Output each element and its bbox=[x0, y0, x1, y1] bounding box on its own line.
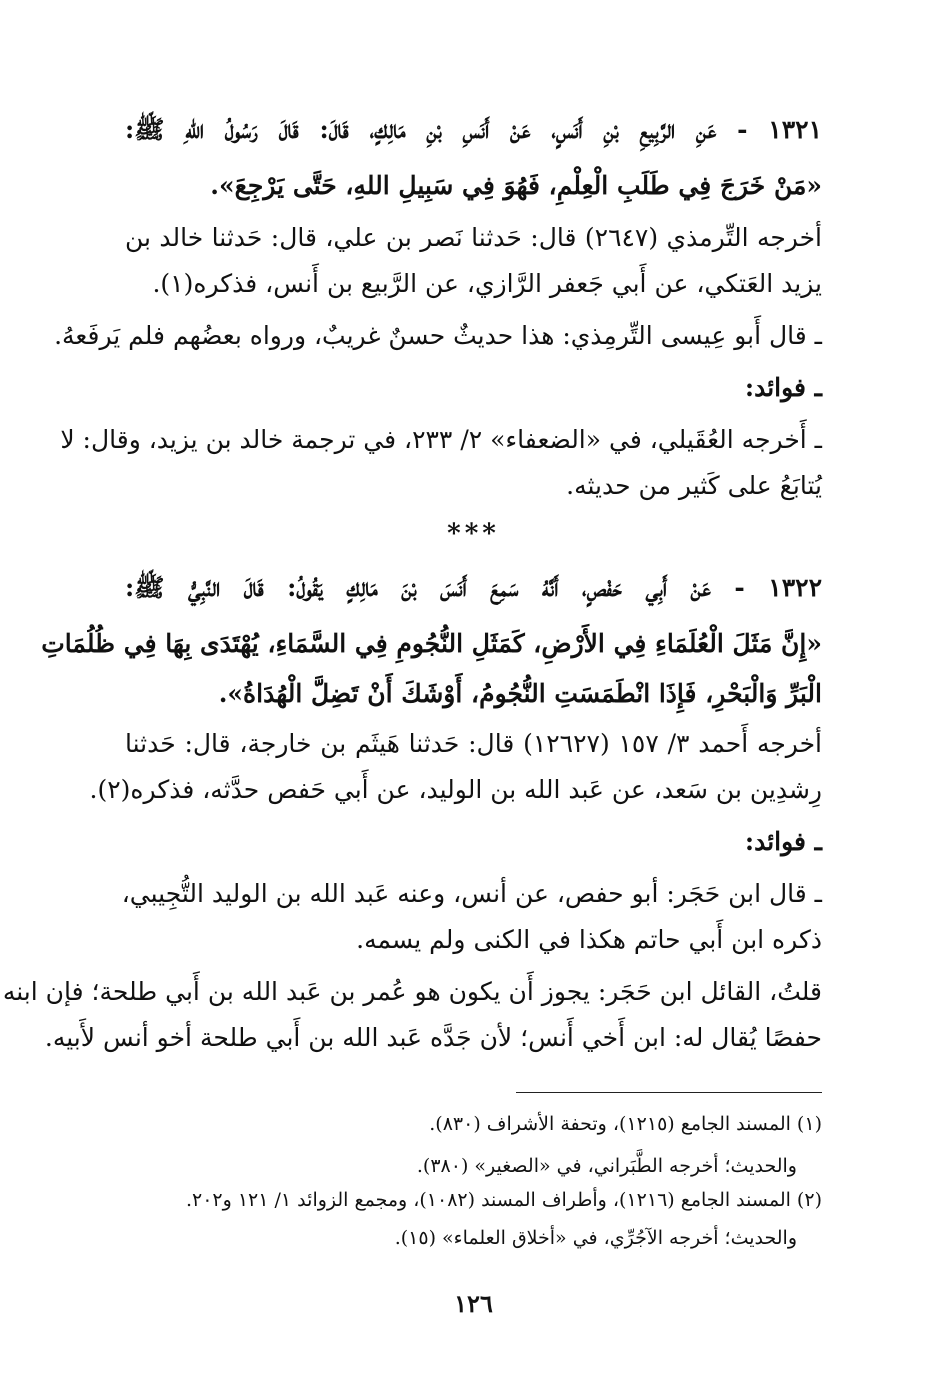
hadith-1321-text-line-2: «مَنْ خَرَجَ فِي طَلَبِ الْعِلْمِ، فَهُوَ فِي سَبِيلِ اللهِ، حَتَّى يَرْجِعَ». bbox=[210, 171, 822, 200]
qultu-line-1: قلتُ، القائل ابن حَجَر: يجوز أَن يكون هو عُمر بن عَبد الله بن أَبي طلحة؛ فإن ابنه bbox=[2, 977, 822, 1006]
footnote-2-line-2: والحديث؛ أخرجه الآجُرِّي، في «أخلاق العلماء» (١٥). bbox=[394, 1227, 797, 1249]
hadith-1322-takhrij-line-1: أخرجه أَحمد ٣/ ١٥٧ (١٢٦٢٧) قال: حَدثنا هَيثَم بن خارجة، قال: حَدثنا bbox=[125, 729, 823, 758]
footnote-2-line-1: (٢) المسند الجامع (١٢١٦)، وأطراف المسند (١٠٨٢)، ومجمع الزوائد ١/ ١٢١ و٢٠٢. bbox=[185, 1189, 822, 1211]
ibn-hajar-line-2: ذكره ابن أَبي حاتم هكذا في الكنى ولم يسمه. bbox=[356, 925, 822, 954]
hadith-1322-text-line-1: ١٣٢٢ - عَنْ أَبِي حَفْصٍ، أَنَّهُ سَمِعَ أَنَسَ بْنَ مَالِكٍ يَقُولُ: قَالَ النَّبِيُّ ﷺ: bbox=[125, 573, 822, 602]
hadith-1321-fawaid-line-2: يُتابَعُ على كَثير من حديثه. bbox=[566, 471, 822, 500]
section-separator: *** bbox=[447, 519, 500, 549]
hadith-1322-takhrij-line-2: رِشدِين بن سَعد، عن عَبد الله بن الوليد، عن أَبي حَفص حدَّثه، فذكره(٢). bbox=[89, 775, 822, 804]
hadith-1321-fawaid-line-1: ـ أَخرجه العُقَيلي، في «الضعفاء» ٢/ ٢٣٣، في ترجمة خالد بن يزيد، وقال: لا bbox=[60, 425, 822, 454]
qultu-line-2: حفصًا يُقال له: ابن أَخي أَنس؛ لأن جَدَّه عَبد الله بن أَبي طلحة أخو أنس لأَبيه. bbox=[44, 1023, 822, 1052]
hadith-1322-text-line-3: الْبَرِّ وَالْبَحْرِ، فَإِذَا انْطَمَسَتِ النُّجُومُ، أَوْشَكَ أَنْ تَضِلَّ الْهُدَاةُ». bbox=[218, 679, 822, 708]
footnote-1-line-2: والحديث؛ أخرجه الطَّبَراني، في «الصغير» (٣٨٠). bbox=[416, 1155, 797, 1177]
hadith-1321-tirmidhi-comment: ـ قال أَبو عِيسى التِّرمِذي: هذا حديثٌ حسنٌ غريبٌ، ورواه بعضُهم فلم يَرفَعهُ. bbox=[54, 321, 822, 350]
hadith-1322-text-line-2: «إِنَّ مَثَلَ الْعُلَمَاءِ فِي الأَرْضِ، كَمَثَلِ النُّجُومِ فِي السَّمَاءِ، يُهْتَدَى بِهَا فِي ظُلُمَاتِ bbox=[41, 629, 822, 658]
hadith-1321-takhrij-line-1: أخرجه التِّرمذي (٢٦٤٧) قال: حَدثنا نَصر بن علي، قال: حَدثنا خالد بن bbox=[125, 223, 823, 252]
hadith-1321-text-line-1: ١٣٢١ - عَنِ الرَّبِيعِ بْنِ أَنَسٍ، عَنْ أَنَسِ بْنِ مَالِكٍ، قَالَ: قَالَ رَسُولُ اللهِ ﷺ: bbox=[125, 115, 822, 144]
footnote-divider bbox=[516, 1092, 822, 1093]
footnote-1-line-1: (١) المسند الجامع (١٢١٥)، وتحفة الأشراف (٨٣٠). bbox=[429, 1113, 822, 1135]
hadith-1322-fawaid-heading: ـ فوائد: bbox=[744, 827, 822, 856]
hadith-1321-fawaid-heading: ـ فوائد: bbox=[744, 373, 822, 402]
hadith-1321-takhrij-line-2: يزيد العَتكي، عن أَبي جَعفر الرَّازي، عن الرَّبيع بن أَنس، فذكره(١). bbox=[152, 269, 822, 298]
ibn-hajar-line-1: ـ قال ابن حَجَر: أبو حفص، عن أنس، وعنه عَبد الله بن الوليد التُّجِيبي، bbox=[121, 879, 822, 908]
page-number: ١٢٦ bbox=[454, 1289, 493, 1318]
